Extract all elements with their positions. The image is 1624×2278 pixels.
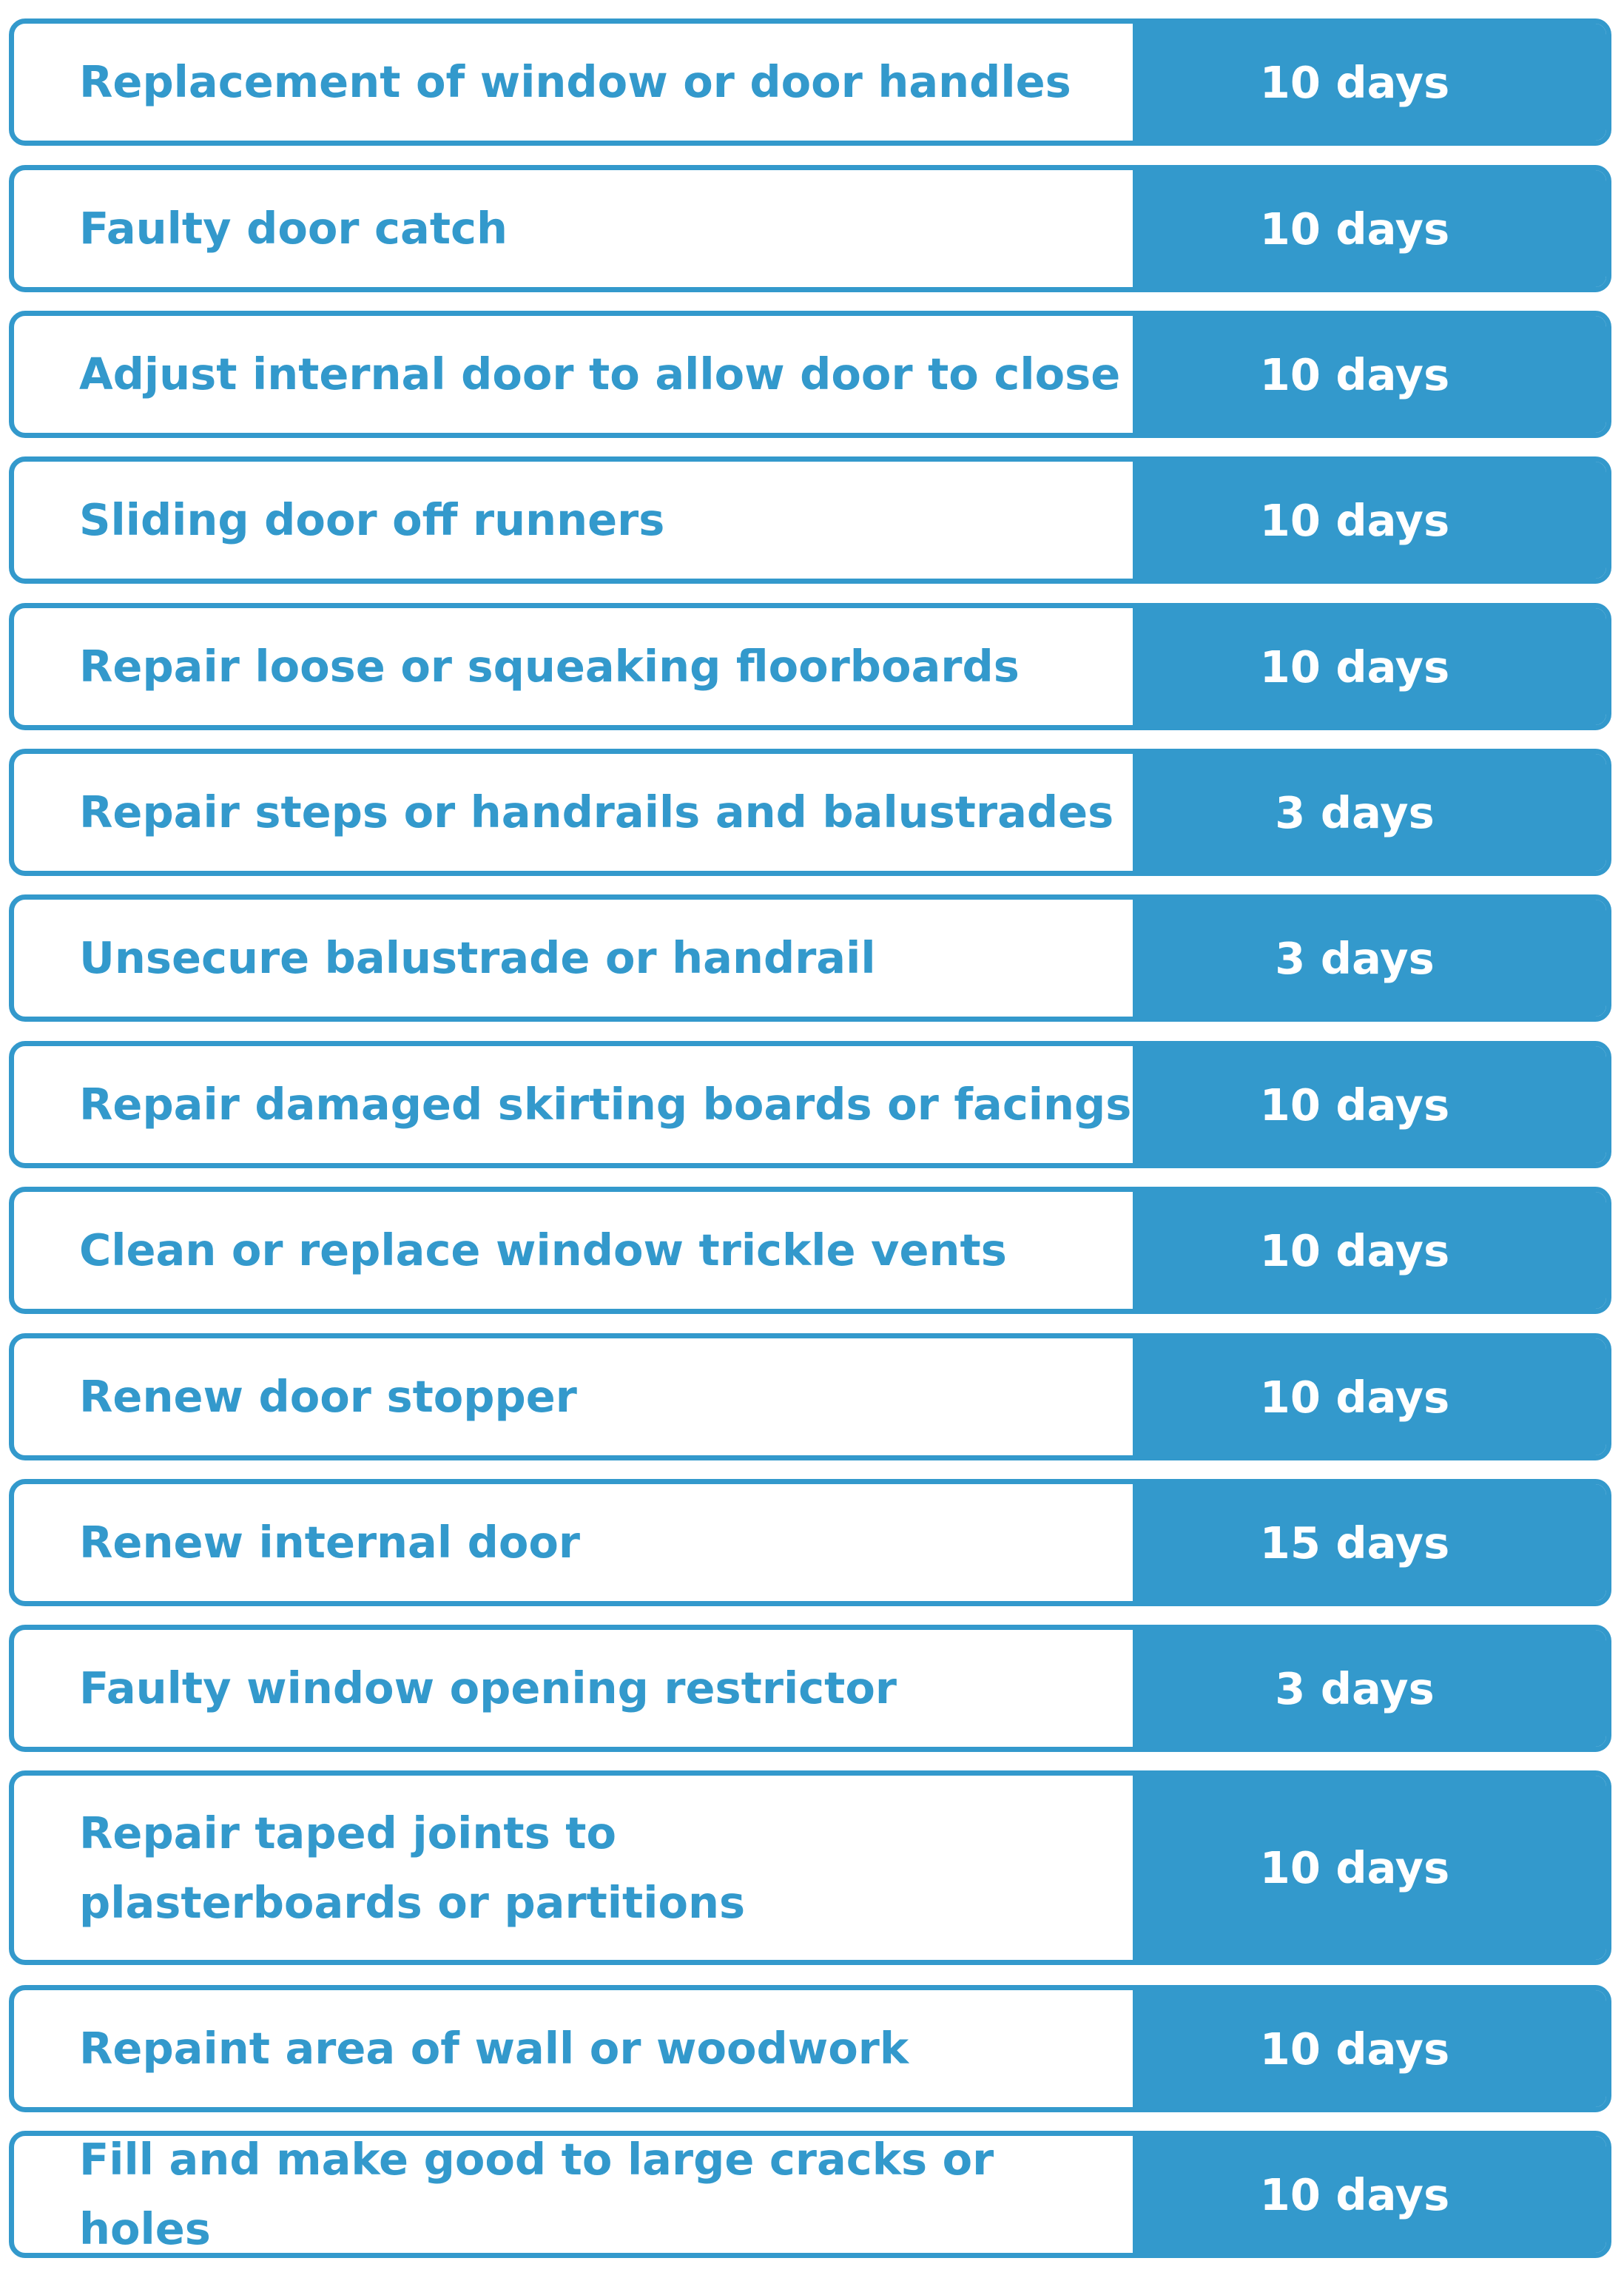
repair-time: 10 days: [1133, 24, 1606, 141]
repair-time: 3 days: [1133, 1630, 1606, 1747]
list-item: [9, 894, 1611, 1022]
repair-task: Repair loose or squeaking floorboards: [79, 641, 1020, 692]
list-item: [9, 1985, 1611, 2112]
list-item: [9, 1770, 1611, 1965]
repair-time: 15 days: [1133, 1484, 1606, 1601]
repair-time: 10 days: [1133, 1990, 1606, 2107]
list-item: [9, 1041, 1611, 1168]
repair-time: 10 days: [1133, 462, 1606, 579]
repair-task: Unsecure balustrade or handrail: [79, 932, 876, 983]
repair-task: Renew internal door: [79, 1517, 581, 1568]
list-item: [9, 1625, 1611, 1752]
list-item: [9, 603, 1611, 730]
list-item: [9, 1479, 1611, 1606]
list-item: [9, 1187, 1611, 1314]
repair-task: Clean or replace window trickle vents: [79, 1224, 1007, 1276]
list-item: [9, 749, 1611, 876]
repair-time: 10 days: [1133, 170, 1606, 287]
repair-task: Repair steps or handrails and balustrades: [79, 786, 1114, 838]
repair-time: 3 days: [1133, 754, 1606, 871]
repair-time: 10 days: [1133, 1776, 1606, 1960]
repair-task: Sliding door off runners: [79, 494, 665, 545]
repair-task: Adjust internal door to allow door to close: [79, 348, 1121, 400]
repair-time: 10 days: [1133, 608, 1606, 725]
list-item: [9, 311, 1611, 438]
repair-time: 10 days: [1133, 1046, 1606, 1163]
list-item: [9, 456, 1611, 584]
list-item: [9, 165, 1611, 292]
repair-time: 10 days: [1133, 316, 1606, 433]
repair-time: 10 days: [1133, 2136, 1606, 2253]
repair-task: Fill and make good to large cracks or holes: [79, 2134, 994, 2254]
repair-task: Repaint area of wall or woodwork: [79, 2023, 909, 2074]
repair-task: Replacement of window or door handles: [79, 56, 1071, 107]
repair-task: Renew door stopper: [79, 1371, 577, 1422]
list-item: [9, 1333, 1611, 1460]
repair-task: Faulty window opening restrictor: [79, 1662, 897, 1713]
repair-time: 10 days: [1133, 1192, 1606, 1309]
list-item: [9, 18, 1611, 146]
repair-task: Faulty door catch: [79, 203, 508, 254]
repair-time: 3 days: [1133, 900, 1606, 1017]
repair-task: Repair damaged skirting boards or facings: [79, 1079, 1132, 1130]
list-item: [9, 2131, 1611, 2258]
repair-task: Repair taped joints to plasterboards or partitions: [79, 1807, 746, 1928]
repair-time: 10 days: [1133, 1338, 1606, 1455]
